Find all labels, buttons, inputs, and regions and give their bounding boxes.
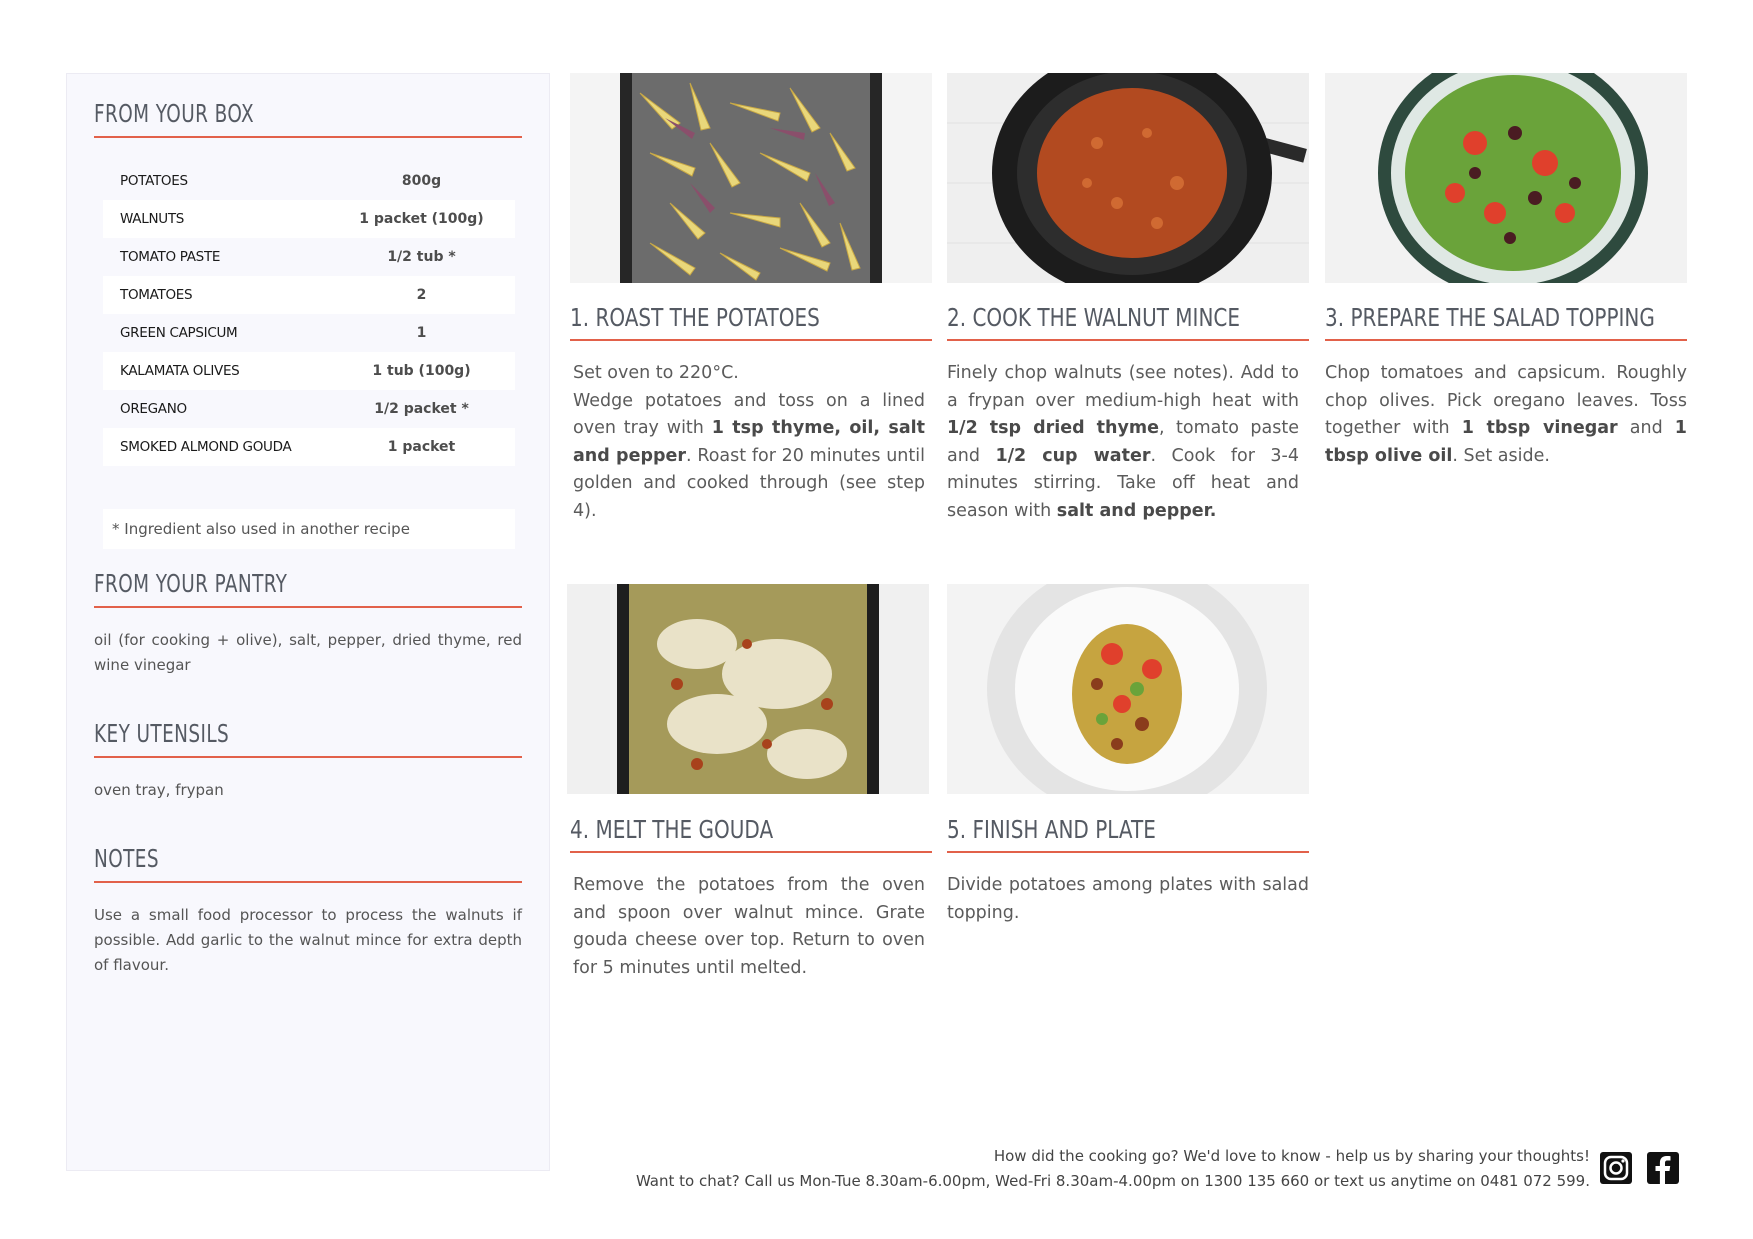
utensils-text: oven tray, frypan	[94, 781, 224, 799]
step-1-title: 1. ROAST THE POTATOES	[570, 303, 932, 341]
pantry-text: oil (for cooking + olive), salt, pepper, dried thyme, red wine vinegar	[94, 631, 522, 674]
from-your-pantry-heading: FROM YOUR PANTRY	[94, 569, 522, 608]
ingredient-row: GREEN CAPSICUM 1	[120, 325, 427, 341]
contact-text: Want to chat? Call us Mon-Tue 8.30am-6.00pm, Wed-Fri 8.30am-4.00pm on 1300 135 660 or text us anytime on 0481 072 599.	[635, 1172, 1590, 1190]
ingredient-row: WALNUTS 1 packet (100g)	[103, 200, 515, 238]
roasted-potatoes-photo	[570, 73, 932, 283]
step-1-body	[573, 360, 925, 525]
ingredients-sidebar	[66, 73, 550, 1171]
melted-gouda-photo	[567, 584, 929, 794]
ingredient-row: POTATOES 800g	[120, 173, 442, 189]
ingredients-table	[103, 162, 515, 466]
instagram-icon[interactable]	[1598, 1150, 1634, 1186]
salad-topping-photo	[1325, 73, 1687, 283]
step-2-title: 2. COOK THE WALNUT MINCE	[947, 303, 1309, 341]
ingredient-row: KALAMATA OLIVES 1 tub (100g)	[103, 352, 515, 390]
step-3-title: 3. PREPARE THE SALAD TOPPING	[1325, 303, 1687, 341]
walnut-mince-photo	[947, 73, 1309, 283]
step-text: , tomato paste and	[947, 418, 1299, 466]
step-text: Wedge potatoes and toss on a lined oven tray with	[573, 390, 925, 438]
step-5-body	[947, 872, 1309, 927]
ingredient-row: TOMATOES 2	[103, 276, 515, 314]
step-text-bold: salt and pepper.	[1056, 500, 1217, 521]
step-2-body	[947, 360, 1299, 525]
step-text-bold: 1 tbsp olive oil	[1325, 418, 1687, 466]
footer	[636, 1144, 1590, 1194]
key-utensils-heading: KEY UTENSILS	[94, 719, 522, 758]
step-text-bold: 1/2 cup water	[995, 445, 1151, 466]
step-4-title: 4. MELT THE GOUDA	[570, 815, 932, 853]
ingredient-row: TOMATO PASTE 1/2 tub *	[120, 249, 456, 265]
step-text-bold: 1/2 tsp dried thyme	[947, 418, 1159, 438]
ingredient-row: SMOKED ALMOND GOUDA 1 packet	[103, 428, 515, 466]
step-5-title: 5. FINISH AND PLATE	[947, 815, 1309, 853]
step-4-body	[573, 872, 925, 982]
ingredient-note: * Ingredient also used in another recipe	[103, 509, 515, 549]
notes-text: Use a small food processor to process the walnuts if possible. Add garlic to the walnut mince for extra depth of flavour.	[94, 906, 522, 974]
step-text: . Roast for 20 minutes until golden and cooked through (see step 4).	[573, 445, 925, 521]
step-text-bold: 1 tsp thyme, oil, salt and pepper	[573, 418, 925, 466]
feedback-text: How did the cooking go? We'd love to know - help us by sharing your thoughts!	[993, 1147, 1590, 1165]
from-your-box-heading: FROM YOUR BOX	[94, 99, 522, 138]
step-text: Set oven to 220°C.	[573, 363, 739, 383]
step-text: Divide potatoes among plates with salad topping.	[947, 875, 1309, 923]
step-text: . Set aside.	[1452, 445, 1550, 466]
step-text: . Cook for 3-4 minutes stirring. Take off heat and season with	[947, 445, 1299, 521]
step-3-body	[1325, 360, 1687, 470]
ingredient-row: OREGANO 1/2 packet *	[120, 401, 469, 417]
step-text: Chop tomatoes and capsicum. Roughly chop olives. Pick oregano leaves. Toss together with	[1325, 363, 1687, 438]
step-text: and	[1617, 418, 1675, 438]
step-text-bold: 1 tbsp vinegar	[1461, 418, 1618, 438]
facebook-icon[interactable]	[1645, 1150, 1681, 1186]
step-text: Finely chop walnuts (see notes). Add to a frypan over medium-high heat with	[947, 363, 1299, 411]
step-text: Remove the potatoes from the oven and spoon over walnut mince. Grate gouda cheese over top. Return to oven for 5 minutes until melted.	[573, 875, 925, 978]
plated-dish-photo	[947, 584, 1309, 794]
notes-heading: NOTES	[94, 844, 522, 883]
